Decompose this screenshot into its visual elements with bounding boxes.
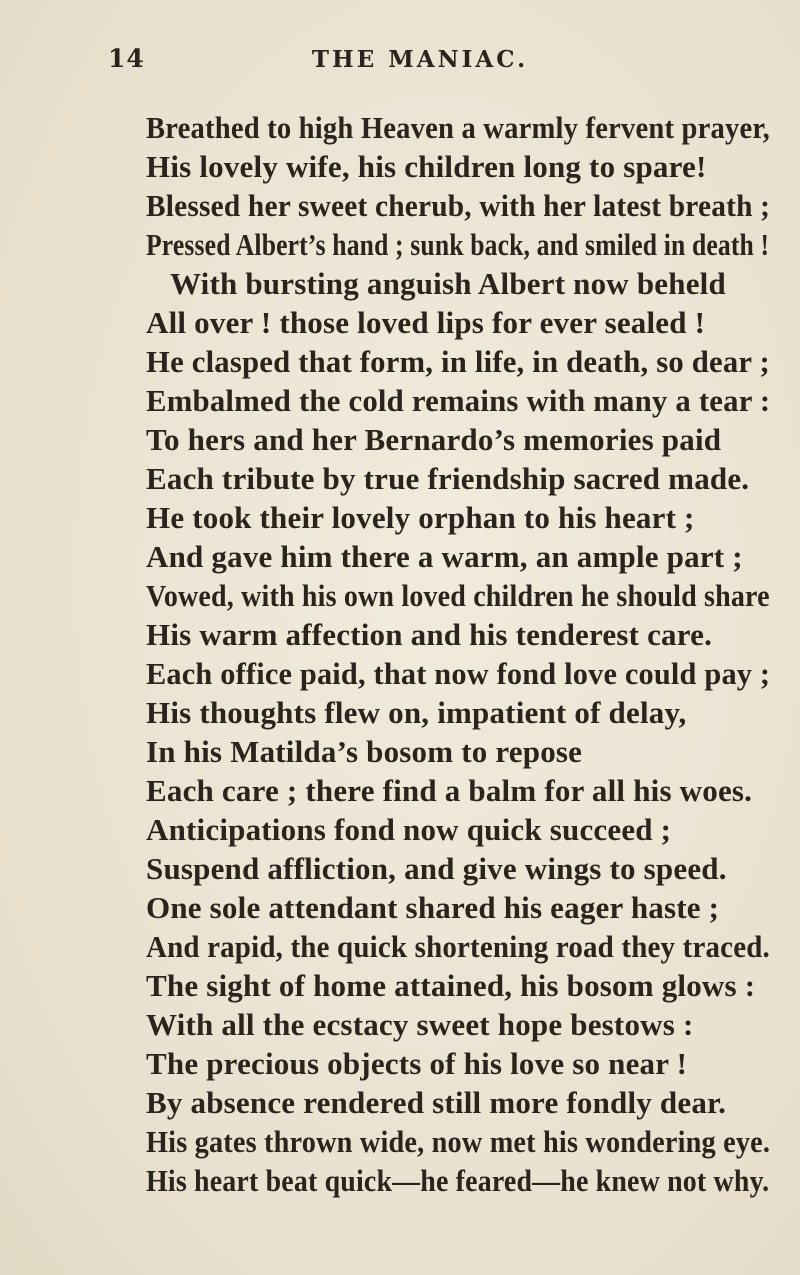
- poem-line-2: His lovely wife, his children long to spare!: [146, 149, 707, 184]
- poem-line-19: Anticipations fond now quick succeed ;: [146, 812, 672, 847]
- poem-line-11: He took their lovely orphan to his heart ;: [146, 500, 695, 535]
- poem-line-4: Pressed Albert’s hand ; sunk back, and smiled in death !: [146, 227, 770, 262]
- poem-line-8: Embalmed the cold remains with many a tear :: [146, 383, 771, 418]
- poem-line-21: One sole attendant shared his eager haste ;: [146, 890, 720, 925]
- poem-line-12: And gave him there a warm, an ample part ;: [146, 539, 743, 574]
- poem-line-28: His heart beat quick—he feared—he knew not why.: [146, 1163, 770, 1198]
- poem-line-23: The sight of home attained, his bosom glows :: [146, 968, 756, 1003]
- poem-line-22: And rapid, the quick shortening road they traced.: [146, 929, 770, 964]
- poem-line-5: With bursting anguish Albert now beheld: [170, 266, 726, 301]
- page-number: 14: [108, 44, 145, 73]
- poem-line-26: By absence rendered still more fondly dear.: [146, 1085, 727, 1120]
- poem-line-14: His warm affection and his tenderest care.: [146, 617, 713, 652]
- poem-line-9: To hers and her Bernardo’s memories paid: [146, 422, 722, 457]
- poem-line-16: His thoughts flew on, impatient of delay,: [146, 695, 687, 730]
- poem-line-3: Blessed her sweet cherub, with her latest breath ;: [146, 188, 771, 223]
- poem-line-17: In his Matilda’s bosom to repose: [146, 734, 583, 769]
- poem-line-13: Vowed, with his own loved children he should share: [146, 578, 770, 613]
- poem-line-1: Breathed to high Heaven a warmly fervent prayer,: [146, 110, 770, 145]
- poem-line-24: With all the ecstacy sweet hope bestows :: [146, 1007, 694, 1042]
- poem-line-10: Each tribute by true friendship sacred made.: [146, 461, 750, 496]
- poem-line-15: Each office paid, that now fond love could pay ;: [146, 656, 771, 691]
- page-header: [0, 44, 800, 84]
- poem-line-7: He clasped that form, in life, in death, so dear ;: [146, 344, 770, 379]
- poem-line-25: The precious objects of his love so near !: [146, 1046, 688, 1081]
- running-title: THE MANIAC.: [311, 46, 529, 73]
- poem-line-27: His gates thrown wide, now met his wondering eye.: [146, 1124, 771, 1159]
- poem-line-6: All over ! those loved lips for ever sealed !: [146, 305, 706, 340]
- poem-line-20: Suspend affliction, and give wings to speed.: [146, 851, 727, 886]
- poem-line-18: Each care ; there find a balm for all his woes.: [146, 773, 753, 808]
